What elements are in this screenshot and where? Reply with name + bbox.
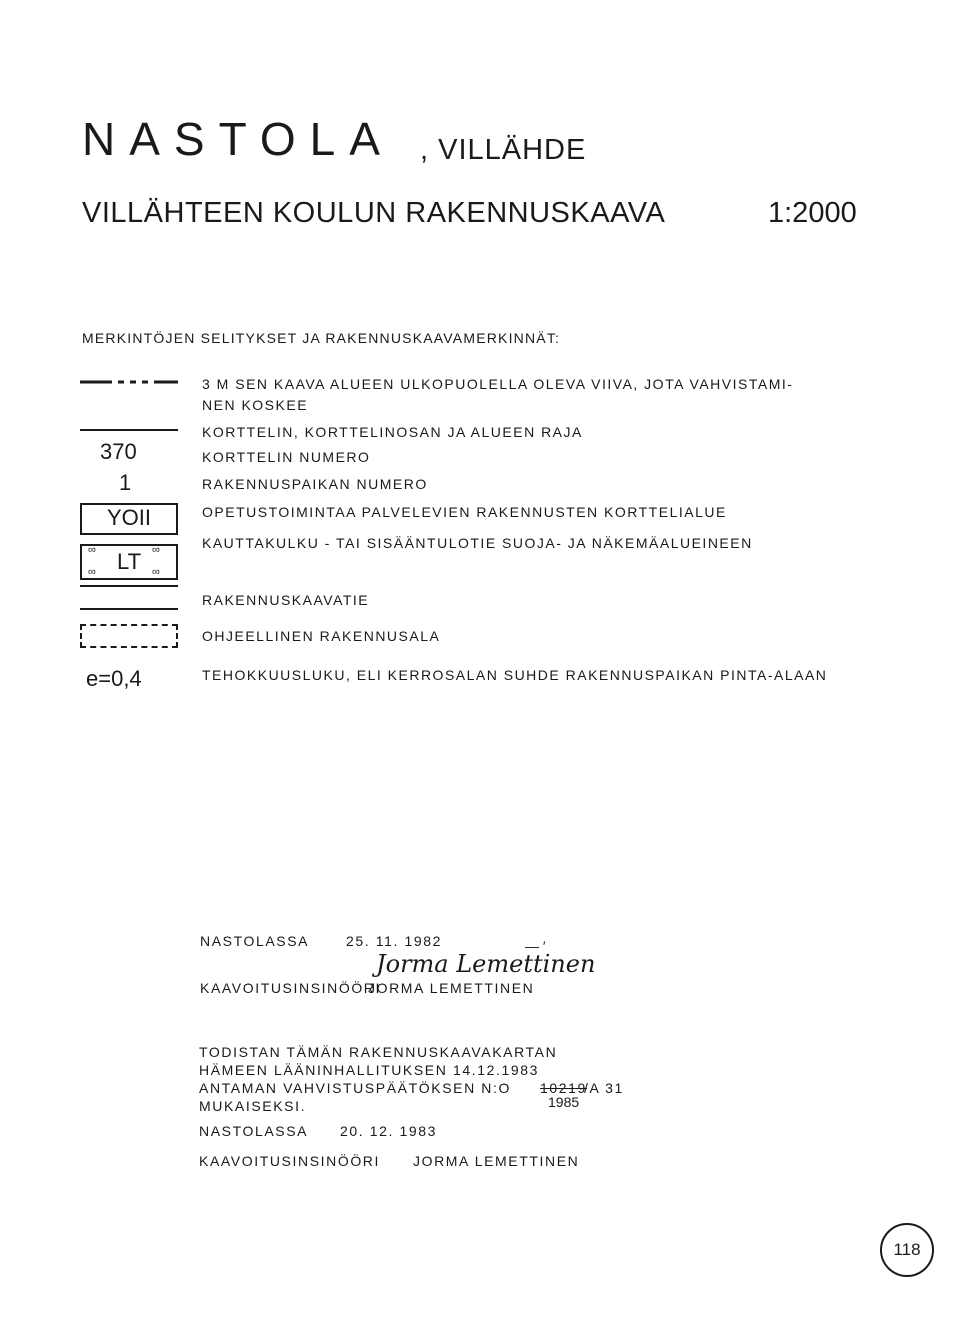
cert-year-note: 1985 (548, 1094, 580, 1110)
lt-label: LT (116, 549, 142, 574)
approval-role: KAAVOITUSINSINÖÖRI (200, 980, 382, 996)
cert-number-suffix: /A 31 (584, 1080, 624, 1096)
plan-scale: 1:2000 (768, 197, 857, 229)
title-place: , VILLÄHDE (420, 134, 587, 166)
cert-role: KAAVOITUSINSINÖÖRI (199, 1153, 381, 1169)
legend-text-9: TEHOKKUUSLUKU, ELI KERROSALAN SUHDE RAKENNUSPAIKAN PINTA-ALAAN (202, 667, 828, 683)
legend-text-6: KAUTTAKULKU - TAI SISÄÄNTULOTIE SUOJA- JA NÄKEMÄALUEINEEN (202, 535, 753, 551)
lt-symbol (80, 544, 178, 580)
efficiency-symbol: e=0,4 (86, 666, 142, 691)
cert-line-2: HÄMEEN LÄÄNINHALLITUKSEN 14.12.1983 (199, 1062, 540, 1078)
cert-line-1: TODISTAN TÄMÄN RAKENNUSKAAVAKARTAN (199, 1044, 558, 1060)
corner-mark-icon: ∞ (152, 544, 160, 556)
legend-text-8: OHJEELLINEN RAKENNUSALA (202, 628, 441, 644)
legend-text-7: RAKENNUSKAAVATIE (202, 592, 370, 608)
title-municipality: NASTOLA (82, 113, 394, 165)
legend-text-3: KORTTELIN NUMERO (202, 449, 371, 465)
plot-number-symbol: 1 (119, 470, 132, 495)
approval-name: JORMA LEMETTINEN (368, 980, 535, 996)
yoii-label: YOII (106, 505, 151, 530)
cert-line-3: ANTAMAN VAHVISTUSPÄÄTÖKSEN N:O (199, 1080, 511, 1096)
cert-name: JORMA LEMETTINEN (413, 1153, 580, 1169)
approval-place: NASTOLASSA (200, 933, 310, 949)
corner-mark-icon: ∞ (88, 544, 96, 556)
corner-mark-icon: ∞ (88, 566, 96, 578)
legend-text-5: OPETUSTOIMINTAA PALVELEVIEN RAKENNUSTEN KORTTELIALUE (202, 504, 727, 520)
cert-number-struck: 10219 (540, 1080, 587, 1096)
plan-title: VILLÄHTEEN KOULUN RAKENNUSKAAVA (82, 197, 666, 229)
cert-place: NASTOLASSA (199, 1123, 309, 1139)
signature: Jorma Lemettinen (376, 950, 596, 978)
cert-date: 20. 12. 1983 (340, 1123, 438, 1139)
approval-date: 25. 11. 1982 (346, 933, 443, 949)
corner-mark-icon: ∞ (152, 566, 160, 578)
legend-text-2: KORTTELIN, KORTTELINOSAN JA ALUEEN RAJA (202, 424, 583, 440)
cert-line-4: MUKAISEKSI. (199, 1098, 307, 1114)
legend-text-1b: NEN KOSKEE (202, 397, 309, 413)
page-number-stamp: 118 (880, 1223, 934, 1277)
dashed-rect-symbol (80, 624, 178, 648)
block-number-symbol: 370 (100, 439, 137, 464)
legend-text-1: 3 M SEN KAAVA ALUEEN ULKOPUOLELLA OLEVA VIIVA, JOTA VAHVISTAMI- (202, 376, 794, 392)
legend-heading: MERKINTÖJEN SELITYKSET JA RAKENNUSKAAVAMERKINNÄT: (82, 330, 561, 346)
dash-mark: — ′ (525, 938, 546, 954)
yoii-symbol (80, 503, 178, 535)
double-line-symbol (80, 586, 178, 609)
legend-text-4: RAKENNUSPAIKAN NUMERO (202, 476, 428, 492)
